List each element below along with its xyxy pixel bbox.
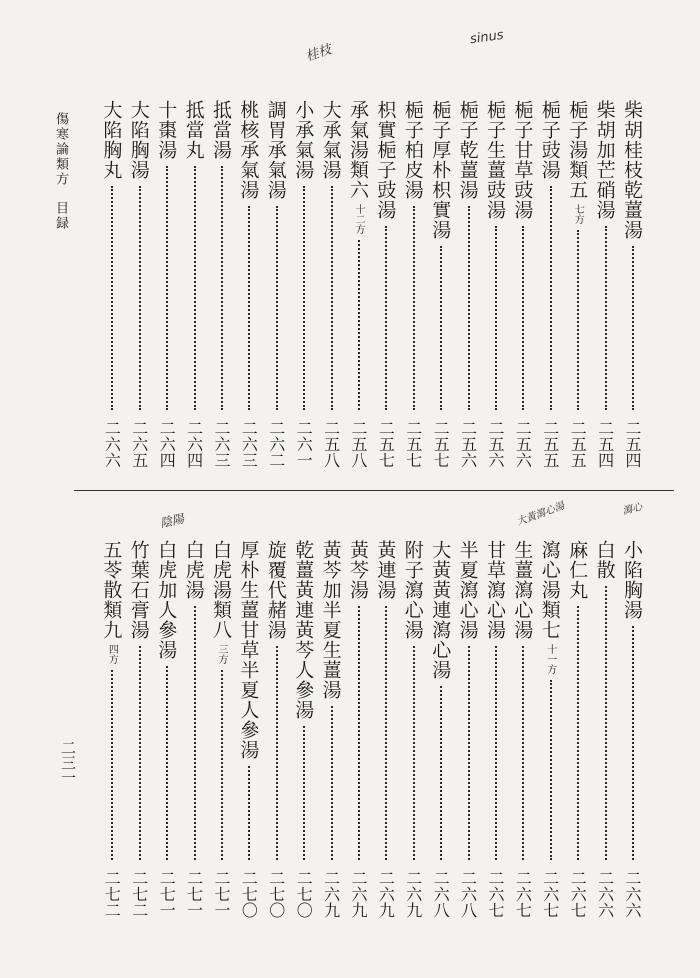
entry-title-text: 梔子甘草豉湯 [511,100,534,220]
entry-page: 二五五 [540,420,560,468]
leader-dots [495,226,497,410]
entry-title-text: 白虎湯類八 [210,540,232,640]
entry-page: 二六九 [349,870,368,918]
leader-dots [248,766,250,860]
entry-title-text: 梔子生薑豉湯 [484,100,506,220]
leader-dots [495,646,497,860]
leader-dots [385,606,387,860]
entry-title [155,100,178,160]
leader-dots [577,230,579,410]
entry-title-text: 旋覆代赭湯 [264,540,287,640]
entry-page: 二五四 [623,420,642,468]
entry-title [237,100,260,200]
entry-page: 二六七 [486,870,505,918]
entry-title-text: 附子瀉心湯 [401,540,424,640]
entry-title [211,100,230,160]
entry-title-text: 調胃承氣湯 [264,100,287,200]
leader-dots [577,606,579,860]
leader-dots [440,686,442,860]
leader-dots [248,206,250,410]
entry-title-text: 黃連湯 [374,540,397,600]
leader-dots [550,186,552,410]
leader-dots [331,186,333,410]
leader-dots [385,226,387,410]
entry-title [485,540,504,640]
entry-title-text: 梔子柏皮湯 [401,100,424,200]
entry-title-text: 梔子豉湯 [538,100,561,180]
entry-title [184,540,203,600]
entry-page: 二七〇 [294,870,314,918]
entry-title [595,100,614,220]
entry-title-text: 大黃黃連瀉心湯 [429,540,452,680]
leader-dots [221,670,223,860]
page-number: 二三一 [59,740,77,785]
entry-title [292,100,315,180]
leader-dots [358,240,360,410]
entry-page: 二六一 [294,420,314,468]
entry-page: 二六六 [595,870,615,918]
entry-title [511,540,534,640]
leader-dots [111,670,113,860]
entry-page: 二六七 [513,870,533,918]
entry-title-text: 黃芩加半夏生薑湯 [319,540,342,700]
entry-page: 二七〇 [266,870,286,918]
entry-title-text: 柴胡加芒硝湯 [593,100,616,220]
entry-page: 二六九 [403,870,423,918]
entry-title [321,540,340,700]
leader-dots [166,166,168,410]
leader-dots [413,206,415,410]
entry-title [266,540,285,640]
leader-dots [331,706,333,860]
entry-title-text: 甘草瀉心湯 [484,540,506,640]
entry-note: 十二方 [353,204,364,234]
entry-title [429,100,452,240]
entry-title [374,100,397,220]
entry-title-text: 枳實梔子豉湯 [374,100,397,220]
entry-title-text: 白虎加人參湯 [155,540,178,660]
entry-title [458,100,477,200]
entry-page: 二六三 [212,420,231,468]
book-title: 傷寒論類方 [53,112,68,187]
entry-title-text: 桃核承氣湯 [237,100,260,200]
leader-dots [605,226,607,410]
entry-title-text: 黃芩湯 [347,540,369,600]
leader-dots [276,646,278,860]
entry-title-text: 五苓散類九 [100,540,123,640]
entry-title-text: 抵當丸 [182,100,205,160]
leader-dots [194,606,196,860]
leader-dots [440,246,442,410]
leader-dots [413,646,415,860]
entry-title [321,100,340,180]
entry-title [348,100,367,234]
entry-page: 二五五 [568,420,588,468]
leader-dots [166,666,168,860]
entry-page: 二五七 [403,420,423,468]
entry-page: 二七二 [102,870,122,918]
entry-title [129,100,148,180]
entry-title [374,540,397,600]
running-head [54,112,67,231]
entry-page: 二七一 [184,870,204,918]
entry-title [622,540,641,620]
entry-page: 二七一 [212,870,231,918]
entry-page: 二六四 [184,420,204,468]
entry-title [266,100,285,200]
entry-note: 十一方 [544,644,556,674]
leader-dots [111,186,113,410]
entry-title [211,540,230,664]
entry-title-text: 半夏瀉心湯 [456,540,479,640]
entry-title-text: 小陷胸湯 [621,540,643,620]
entry-title [403,100,422,200]
entry-page: 二五四 [595,420,615,468]
entry-title-text: 梔子乾薑湯 [456,100,479,200]
entry-page: 二六六 [623,870,642,918]
entry-page: 二六七 [568,870,588,918]
entry-title [129,540,148,640]
entry-title-text: 十棗湯 [155,100,178,160]
entry-note: 四方 [106,644,118,664]
leader-dots [276,206,278,410]
handwritten-note-4: 大黃瀉心湯 [515,500,567,529]
section-title: 目録 [53,201,68,231]
entry-page: 二五七 [376,420,396,468]
entry-page: 二六八 [431,870,451,918]
leader-dots [522,646,524,860]
entry-title-text: 抵當湯 [210,100,232,160]
entry-title [403,540,422,640]
entry-page: 二七一 [157,870,177,918]
entry-title [540,100,559,180]
entry-title [485,100,504,220]
leader-dots [522,226,524,410]
leader-dots [550,680,552,860]
entry-page: 二五八 [321,420,341,468]
entry-title [429,540,452,680]
entry-title-text: 承氣湯類六 [347,100,369,200]
entry-title-text: 麻仁丸 [566,540,589,600]
entry-title [184,100,203,160]
entry-title [595,540,614,580]
entry-title-text: 瀉心湯類七 [538,540,561,640]
leader-dots [139,186,141,410]
leader-dots [358,606,360,860]
entry-page: 二六八 [458,870,478,918]
entry-title-text: 大承氣湯 [319,100,342,180]
leader-dots [632,246,634,410]
entry-title-text: 生薑瀉心湯 [511,540,534,640]
entry-title-text: 白虎湯 [182,540,205,600]
leader-dots [303,186,305,410]
entry-page: 二六九 [321,870,341,918]
entry-title [566,540,589,600]
leader-dots [194,166,196,410]
entry-page: 二六七 [540,870,560,918]
entry-title [566,100,589,224]
handwritten-note-5: 瀉心 [621,501,644,518]
entry-note: 七方 [572,204,584,224]
entry-page: 二六六 [102,420,122,468]
entry-page: 二五六 [458,420,478,468]
entry-title [458,540,477,640]
entry-title [100,540,123,664]
entry-page: 二五七 [431,420,451,468]
entry-page: 二六五 [129,420,149,468]
entry-page: 二六三 [239,420,259,468]
leader-dots [303,726,305,860]
leader-dots [468,206,470,410]
entry-title-text: 乾薑黃連黃芩人參湯 [292,540,315,720]
leader-dots [221,166,223,410]
handwritten-note-3: sinus [469,27,505,48]
entry-title [540,540,559,674]
entry-title [511,100,534,220]
entry-page: 二七二 [129,870,149,918]
leader-dots [468,646,470,860]
entry-title [292,540,315,720]
entry-title-text: 梔子湯類五 [566,100,589,200]
entry-title [622,100,641,240]
entry-page: 二七〇 [239,870,259,918]
entry-page: 二五六 [513,420,533,468]
entry-title-text: 小承氣湯 [292,100,315,180]
handwritten-note-1: 陰陽 [158,511,186,531]
entry-title-text: 厚朴生薑甘草半夏人參湯 [237,540,260,760]
entry-page: 二六四 [157,420,177,468]
leader-dots [605,586,607,860]
leader-dots [632,626,634,860]
entry-title-text: 梔子厚朴枳實湯 [429,100,452,240]
handwritten-note-2: 桂枝 [303,42,334,65]
entry-title-text: 大陷胸湯 [127,100,150,180]
entry-title [348,540,367,600]
entry-page: 二六九 [376,870,396,918]
entry-title [237,540,260,760]
entry-title-text: 白散 [593,540,616,580]
entry-page: 二五八 [349,420,368,468]
entry-title-text: 竹葉石膏湯 [127,540,150,640]
entry-title-text: 大陷胸丸 [100,100,123,180]
entry-page: 二六二 [266,420,286,468]
section-divider [74,490,674,491]
entry-title [155,540,178,660]
entry-note: 三方 [216,644,227,664]
entry-title [100,100,123,180]
entry-page: 二五六 [486,420,505,468]
leader-dots [139,646,141,860]
entry-title-text: 柴胡桂枝乾薑湯 [621,100,643,240]
